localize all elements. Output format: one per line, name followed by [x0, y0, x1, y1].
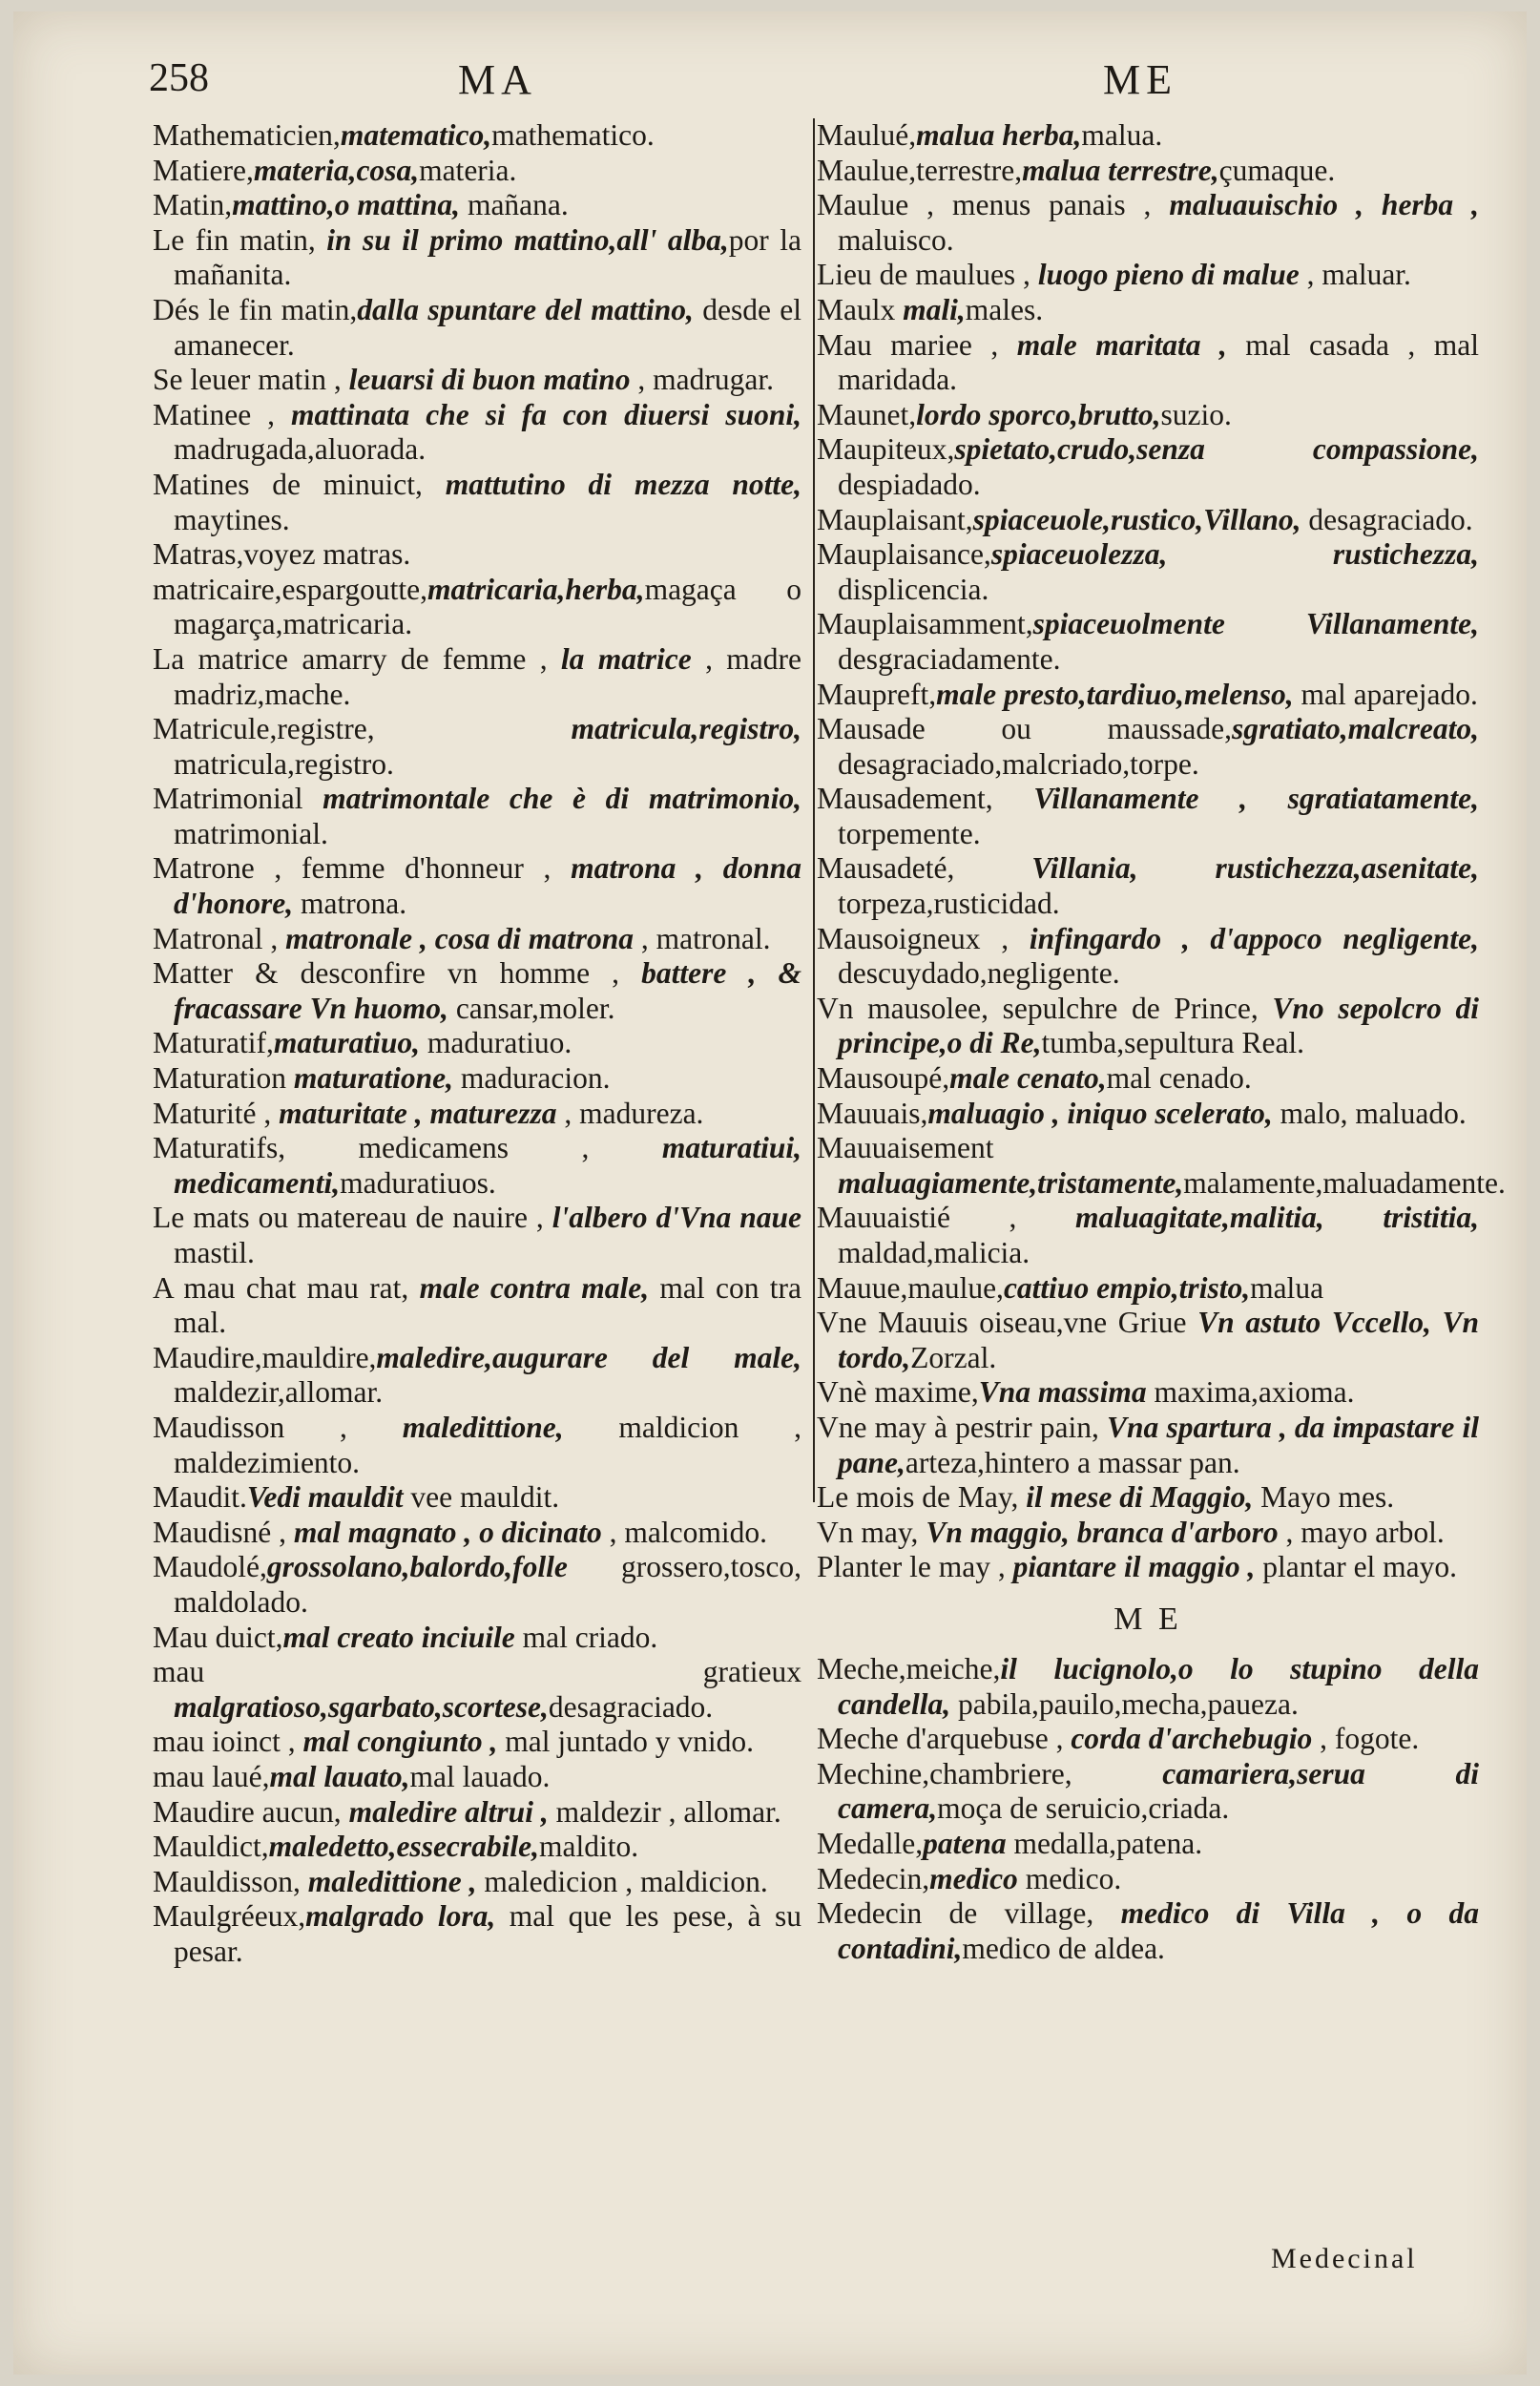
spanish-gloss: desagraciado. [548, 1689, 714, 1724]
headword-text: Dés le fin matin, [153, 292, 358, 326]
dictionary-entry [153, 468, 801, 537]
headword-text: Mauplaisant, [817, 502, 973, 536]
italian-gloss: malua herba, [916, 118, 1082, 152]
italian-gloss: luogo pieno di malue [1037, 258, 1300, 292]
dictionary-entry [817, 1061, 1479, 1097]
dictionary-entry [153, 188, 801, 223]
dictionary-entry [153, 223, 801, 293]
italian-gloss: male presto,tardiuo,melenso, [936, 677, 1294, 711]
italian-gloss: battere , & fracassare Vn huomo, [174, 956, 801, 1025]
spanish-gloss: maldezir,allomar. [174, 1375, 384, 1410]
dictionary-entry [817, 1652, 1479, 1722]
italian-gloss: maluagio , iniquo scelerato, [927, 1096, 1273, 1130]
dictionary-entry [817, 118, 1479, 154]
dictionary-entry [817, 1097, 1479, 1132]
right-entries-group [817, 118, 1506, 1585]
dictionary-entry [153, 642, 801, 712]
italian-gloss: maluagitate,malitia, tristitia, [1075, 1201, 1479, 1235]
headword-text: Medecin de village, [817, 1896, 1121, 1931]
running-head [13, 50, 1527, 116]
spanish-gloss: mastil. [174, 1236, 255, 1269]
spanish-gloss: medalla,patena. [1006, 1826, 1203, 1860]
dictionary-entry [153, 1725, 801, 1760]
headword-text: Matin, [153, 188, 233, 222]
headword-text: A mau chat mau rat, [153, 1270, 420, 1305]
headword-text: Se leuer matin , [153, 363, 349, 397]
dictionary-entry [817, 1757, 1479, 1827]
spanish-gloss: mal lauado. [409, 1759, 551, 1793]
spanish-gloss: , fogote. [1312, 1722, 1420, 1756]
headword-text: Mathematicien, [153, 118, 341, 152]
headword-text: Mausadeté, [817, 851, 1032, 886]
headword-text: Mausoigneux , [817, 921, 1030, 955]
italian-gloss: il lucignolo,o lo stupino della candella, [838, 1651, 1479, 1721]
italian-gloss: Vedi mauldit [246, 1480, 404, 1515]
dictionary-entry [817, 922, 1479, 992]
spanish-gloss: mal criado. [514, 1620, 658, 1654]
spanish-gloss: malamente,maluadamente. [1183, 1165, 1506, 1200]
dictionary-entry [817, 1827, 1479, 1862]
spanish-gloss: malua [1250, 1270, 1324, 1305]
headword-text: Mausade ou maussade, [817, 712, 1232, 746]
spanish-gloss: matricula,registro. [174, 746, 394, 781]
dictionary-entry [817, 398, 1479, 433]
dictionary-entry [153, 1131, 801, 1201]
italian-gloss: Vn astuto Vccello, Vn tordo, [838, 1306, 1480, 1374]
spanish-gloss: plantar el mayo. [1255, 1550, 1458, 1584]
italian-gloss: materia,cosa, [253, 153, 420, 187]
italian-gloss: maturatione, [293, 1061, 454, 1096]
headword-text: Mauplaisance, [817, 537, 991, 572]
dictionary-entry [817, 154, 1479, 189]
headword-text: Vne Mauuis oiseau,vne Griue [817, 1306, 1198, 1340]
headword-text: Maulue , menus panais , [817, 188, 1170, 222]
catchword: Medecinal [1271, 2243, 1418, 2274]
spanish-gloss: por la mañanita. [174, 222, 802, 292]
headword-text: Maudolé, [153, 1550, 267, 1584]
headword-text: Maudire,mauldire, [153, 1340, 377, 1374]
italian-gloss: la matrice [560, 641, 692, 676]
spanish-gloss: males. [965, 292, 1044, 326]
headword-text: Le fin matin, [153, 222, 327, 257]
dictionary-entry [153, 1480, 801, 1516]
headword-text: Mau mariee , [817, 327, 1017, 362]
italian-gloss: medico [929, 1861, 1018, 1895]
headword-text: Le mats ou matereau de nauire , [153, 1201, 552, 1235]
dictionary-entry [817, 1271, 1479, 1307]
italian-gloss: piantare il maggio , [1012, 1550, 1256, 1584]
italian-gloss: maturatiuo, [273, 1026, 421, 1060]
italian-gloss: leuarsi di buon matino [348, 363, 631, 397]
dictionary-entry [817, 1862, 1479, 1897]
dictionary-entry [817, 1516, 1479, 1551]
dictionary-entry [817, 293, 1479, 328]
dictionary-entry [153, 293, 801, 363]
italian-gloss: male contra male, [419, 1270, 650, 1305]
italian-gloss: malgratioso,sgarbato,scortese, [174, 1689, 549, 1724]
headword-text: Maudit. [153, 1480, 247, 1515]
headword-text: Matinee , [153, 397, 292, 431]
spanish-gloss: arteza,hintero a massar pan. [905, 1445, 1240, 1479]
dictionary-entry [153, 1550, 801, 1620]
headword-text: Vn mausolee, sepulchre de Prince, [817, 991, 1273, 1025]
headword-text: Matronal , [153, 921, 286, 955]
spanish-gloss: maduratiuos. [340, 1165, 496, 1200]
spanish-gloss: Mayo mes. [1253, 1480, 1395, 1515]
dictionary-entry [817, 503, 1479, 538]
italian-gloss: infingardo , d'appoco negligente, [1029, 921, 1479, 955]
italian-gloss: maturitate , maturezza [279, 1096, 557, 1130]
right-entries-group-2 [817, 1652, 1479, 1966]
italian-gloss: maluagiamente,tristamente, [838, 1165, 1184, 1200]
dictionary-entry [817, 712, 1479, 782]
headword-text: mau gratieux [153, 1655, 801, 1689]
italian-gloss: male cenato, [949, 1061, 1107, 1096]
italian-gloss: Villanamente , sgratiatamente, [1033, 782, 1479, 816]
dictionary-entry [153, 1760, 801, 1795]
italian-gloss: mal congiunto , [302, 1725, 498, 1759]
headword-text: Maulué, [817, 118, 917, 152]
italian-gloss: Vn maggio, branca d'arboro [926, 1515, 1279, 1549]
spanish-gloss: maldicion , maldezimiento. [174, 1410, 801, 1479]
headword-text: Maupreft, [817, 677, 937, 711]
dictionary-entry [817, 258, 1479, 293]
dictionary-entry [153, 154, 801, 189]
dictionary-entry [817, 537, 1479, 607]
spanish-gloss: pabila,pauilo,mecha,paueza. [950, 1686, 1299, 1721]
spanish-gloss: , madrugar. [630, 363, 775, 397]
dictionary-entry [153, 1026, 801, 1061]
italian-gloss: il mese di Maggio, [1026, 1480, 1254, 1515]
spanish-gloss: mal que les pese, à su pesar. [174, 1899, 801, 1968]
spanish-gloss: cansar,moler. [447, 991, 615, 1025]
headword-text: Maudisné , [153, 1515, 294, 1549]
column-rule [813, 118, 815, 1502]
spanish-gloss: Zorzal. [910, 1340, 997, 1374]
italian-gloss: mattutino di mezza notte, [445, 467, 801, 501]
headword-text: Mauuaisement [817, 1131, 994, 1165]
headword-text: Maudire aucun, [153, 1794, 349, 1829]
headword-text: Maunet, [817, 397, 917, 431]
headword-text: Maulgréeux, [153, 1899, 306, 1934]
headword-text: Mauuais, [817, 1096, 928, 1130]
headword-text: Meche,meiche, [817, 1651, 1001, 1685]
dictionary-entry [817, 992, 1479, 1061]
headword-text: La matrice amarry de femme , [153, 641, 561, 676]
headword-text: Le mois de May, [817, 1480, 1027, 1515]
dictionary-entry [153, 922, 801, 957]
headword-text: Vnè maxime, [817, 1375, 979, 1410]
italian-gloss: maledetto,essecrabile, [268, 1830, 540, 1864]
left-column [153, 118, 801, 1969]
spanish-gloss: desagraciado. [1301, 502, 1473, 536]
headword-text: Maudisson , [153, 1410, 403, 1444]
headword-text: Vne may à pestrir pain, [817, 1410, 1108, 1444]
dictionary-entry [817, 1896, 1479, 1966]
italian-gloss: matrimontale che è di matrimonio, [323, 782, 801, 816]
dictionary-entry [153, 1201, 801, 1270]
italian-gloss: spiaceuole,rustico,Villano, [972, 502, 1301, 536]
italian-gloss: maledire,augurare del male, [376, 1340, 801, 1374]
dictionary-entry [153, 1341, 801, 1411]
italian-gloss: spiaceuolezza, rustichezza, [990, 537, 1479, 572]
spanish-gloss: , madre madriz,mache. [174, 641, 801, 711]
headword-text: Matter & desconfire vn homme , [153, 956, 642, 991]
headword-text: Maturité , [153, 1096, 280, 1130]
headword-text: Matines de minuict, [153, 467, 446, 501]
dictionary-entry [153, 573, 801, 642]
italian-gloss: spiaceuolmente Villanamente, [1032, 607, 1479, 641]
italian-gloss: sgratiato,malcreato, [1232, 712, 1479, 746]
dictionary-entry [153, 712, 801, 782]
spanish-gloss: vee mauldit. [403, 1480, 560, 1515]
spanish-gloss: desagraciado,malcriado,torpe. [838, 746, 1199, 781]
headword-text: Matrone , femme d'honneur , [153, 851, 572, 886]
headword-text: Matras,voyez matras. [153, 537, 411, 572]
italian-gloss: Vna spartura , da impastare il pane, [838, 1410, 1479, 1479]
spanish-gloss: maluisco. [838, 222, 954, 257]
spanish-gloss: magaça o magarça,matricaria. [174, 572, 801, 641]
italian-gloss: maturatiui, medicamenti, [174, 1131, 801, 1200]
dictionary-entry [817, 432, 1479, 502]
book-page [13, 11, 1527, 2375]
headword-text: mau ioinct , [153, 1725, 303, 1759]
spanish-gloss: moça de seruicio,criada. [937, 1791, 1230, 1826]
right-column [817, 118, 1506, 1966]
italian-gloss: mal magnato , o dicinato [293, 1515, 602, 1549]
dictionary-entry [817, 1131, 1506, 1201]
spanish-gloss: , maluar. [1299, 258, 1411, 292]
spanish-gloss: mal aparejado. [1293, 677, 1478, 711]
dictionary-entry [153, 118, 801, 154]
spanish-gloss: torpemente. [838, 816, 981, 850]
spanish-gloss: medico de aldea. [962, 1931, 1165, 1965]
italian-gloss: Villania, rustichezza,asenitate, [1031, 851, 1479, 886]
dictionary-entry [817, 1411, 1479, 1480]
left-column-head: MA [458, 56, 537, 103]
dictionary-entry [817, 188, 1479, 258]
dictionary-entry [153, 363, 801, 398]
italian-gloss: dalla spuntare del mattino, [357, 292, 694, 326]
headword-text: Lieu de maulues , [817, 258, 1038, 292]
spanish-gloss: desgraciadamente. [838, 641, 1061, 676]
dictionary-entry [817, 1201, 1479, 1270]
spanish-gloss: torpeza,rusticidad. [838, 887, 1060, 921]
italian-gloss: malua terrestre, [1022, 153, 1219, 187]
dictionary-entry [817, 851, 1479, 921]
italian-gloss: matricula,registro, [571, 712, 801, 746]
dictionary-entry [153, 1655, 801, 1725]
dictionary-entry [817, 328, 1479, 398]
italian-gloss: mattinata che si fa con diuersi suoni, [291, 397, 801, 431]
italian-gloss: corda d'archebugio [1071, 1722, 1313, 1756]
spanish-gloss: matrimonial. [174, 816, 328, 850]
dictionary-entry [153, 1830, 801, 1865]
italian-gloss: mali, [903, 292, 966, 326]
italian-gloss: medico di Villa , o da contadini, [838, 1896, 1480, 1965]
dictionary-entry [153, 398, 801, 468]
italian-gloss: male maritata , [1016, 327, 1227, 362]
spanish-gloss: despiadado. [838, 467, 981, 501]
spanish-gloss: , mayo arbol. [1278, 1515, 1445, 1549]
spanish-gloss: maledicion , maldicion. [476, 1864, 768, 1898]
headword-text: mau laué, [153, 1759, 270, 1793]
spanish-gloss: maxima,axioma. [1146, 1375, 1355, 1410]
dictionary-entry [153, 1865, 801, 1900]
section-heading: M E [1113, 1601, 1182, 1637]
dictionary-entry [817, 1480, 1479, 1516]
italian-gloss: spietato,crudo,senza compassione, [954, 432, 1479, 467]
spanish-gloss: mal juntado y vnido. [497, 1725, 755, 1759]
headword-text: Planter le may , [817, 1550, 1013, 1584]
spanish-gloss: mathematico. [491, 118, 655, 152]
spanish-gloss: maldito. [539, 1830, 639, 1864]
headword-text: Maturatif, [153, 1026, 274, 1060]
dictionary-entry [817, 678, 1479, 713]
headword-text: Mauuaistié , [817, 1201, 1075, 1235]
italian-gloss: maluauischio , herba , [1169, 188, 1479, 222]
spanish-gloss: mal cenado. [1106, 1061, 1252, 1096]
spanish-gloss: maytines. [174, 502, 290, 536]
spanish-gloss: grossero,tosco, maldolado. [174, 1550, 801, 1619]
headword-text: Matiere, [153, 153, 254, 187]
headword-text: Mausoupé, [817, 1061, 950, 1096]
headword-text: Maturatifs, medicamens , [153, 1131, 662, 1165]
italian-gloss: Vno sepolcro di principe,o di Re, [838, 991, 1479, 1060]
italian-gloss: lordo sporco,brutto, [916, 397, 1161, 431]
dictionary-entry [817, 1722, 1479, 1757]
dictionary-entry [153, 956, 801, 1026]
spanish-gloss: mañana. [460, 188, 569, 222]
dictionary-entry [153, 1061, 801, 1097]
dictionary-entry [817, 607, 1479, 677]
spanish-gloss: desde el amanecer. [174, 292, 801, 362]
dictionary-entry [153, 1795, 801, 1831]
italian-gloss: malgrado lora, [305, 1899, 496, 1934]
headword-text: Mauue,maulue, [817, 1270, 1004, 1305]
italian-gloss: matematico, [340, 118, 492, 152]
spanish-gloss: descuydado,negligente. [838, 956, 1120, 991]
headword-text: Maupiteux, [817, 432, 955, 467]
italian-gloss: mal creato inciuile [282, 1620, 515, 1654]
headword-text: Medecin, [817, 1861, 930, 1895]
dictionary-entry [153, 1899, 801, 1969]
italian-gloss: maledittione , [307, 1864, 477, 1898]
spanish-gloss: maduracion. [453, 1061, 611, 1096]
italian-gloss: mal lauato, [269, 1759, 410, 1793]
italian-gloss: matricaria,herba, [427, 572, 645, 606]
headword-text: Maturation [153, 1061, 294, 1096]
dictionary-entry [153, 1411, 801, 1480]
spanish-gloss: , matronal. [634, 921, 771, 955]
headword-text: Mechine,chambriere, [817, 1756, 1163, 1790]
italian-gloss: mattino,o mattina, [232, 188, 461, 222]
dictionary-entry [153, 537, 801, 573]
right-column-head: ME [1103, 56, 1177, 103]
headword-text: Vn may, [817, 1515, 926, 1549]
spanish-gloss: madrugada,aluorada. [174, 432, 427, 467]
spanish-gloss: mal con tra mal. [174, 1270, 801, 1340]
headword-text: Mausadement, [817, 782, 1034, 816]
headword-text: Meche d'arquebuse , [817, 1722, 1072, 1756]
italian-gloss: matronale , cosa di matrona [285, 921, 635, 955]
italian-gloss: cattiuo empio,tristo, [1003, 1270, 1251, 1305]
italian-gloss: maledittione, [402, 1410, 564, 1444]
spanish-gloss: matrona. [293, 887, 407, 921]
dictionary-entry [817, 1375, 1479, 1411]
headword-text: Maulx [817, 292, 904, 326]
spanish-gloss: medico. [1017, 1861, 1122, 1895]
dictionary-entry [153, 1516, 801, 1551]
headword-text: Matrimonial [153, 782, 323, 816]
italian-gloss: Vna massima [978, 1375, 1147, 1410]
headword-text: Mauldisson, [153, 1864, 308, 1898]
dictionary-entry [153, 1097, 801, 1132]
dictionary-entry [153, 1271, 801, 1341]
spanish-gloss: malua. [1081, 118, 1163, 152]
spanish-gloss: tumba,sepultura Real. [1041, 1026, 1305, 1060]
spanish-gloss: materia. [419, 153, 517, 187]
italian-gloss: maledire altrui , [348, 1794, 549, 1829]
italian-gloss: l'albero d'Vna naue [551, 1201, 801, 1235]
headword-text: Maulue,terrestre, [817, 153, 1023, 187]
spanish-gloss: maldezir , allomar. [548, 1794, 781, 1829]
dictionary-entry [153, 1621, 801, 1656]
headword-text: Mauldict, [153, 1830, 269, 1864]
headword-text: Matricule,registre, [153, 712, 572, 746]
spanish-gloss: maduratiuo. [420, 1026, 572, 1060]
page-number: 258 [149, 56, 209, 100]
dictionary-entry [153, 782, 801, 851]
spanish-gloss: malo, maluado. [1272, 1096, 1467, 1130]
headword-text: Mau duict, [153, 1620, 283, 1654]
italian-gloss: camariera,serua di camera, [838, 1756, 1479, 1826]
italian-gloss: in su il primo mattino,all' alba, [326, 222, 729, 257]
dictionary-entry [817, 1550, 1479, 1585]
headword-text: matricaire,espargoutte, [153, 572, 428, 606]
spanish-gloss: mal casada , mal maridada. [838, 327, 1479, 397]
dictionary-entry [153, 851, 801, 921]
spanish-gloss: , madureza. [556, 1096, 704, 1130]
italian-gloss: grossolano,balordo,folle [266, 1550, 568, 1584]
spanish-gloss: displicencia. [838, 572, 989, 606]
headword-text: Medalle, [817, 1826, 924, 1860]
headword-text: Mauplaisamment, [817, 607, 1033, 641]
spanish-gloss: maldad,malicia. [838, 1236, 1030, 1269]
spanish-gloss: , malcomido. [601, 1515, 767, 1549]
italian-gloss: patena [923, 1826, 1007, 1860]
dictionary-entry [817, 782, 1479, 851]
spanish-gloss: çumaque. [1218, 153, 1336, 187]
dictionary-entry [817, 1306, 1479, 1375]
spanish-gloss: suzio. [1160, 397, 1232, 431]
italian-gloss: matrona , donna d'honore, [174, 851, 801, 921]
